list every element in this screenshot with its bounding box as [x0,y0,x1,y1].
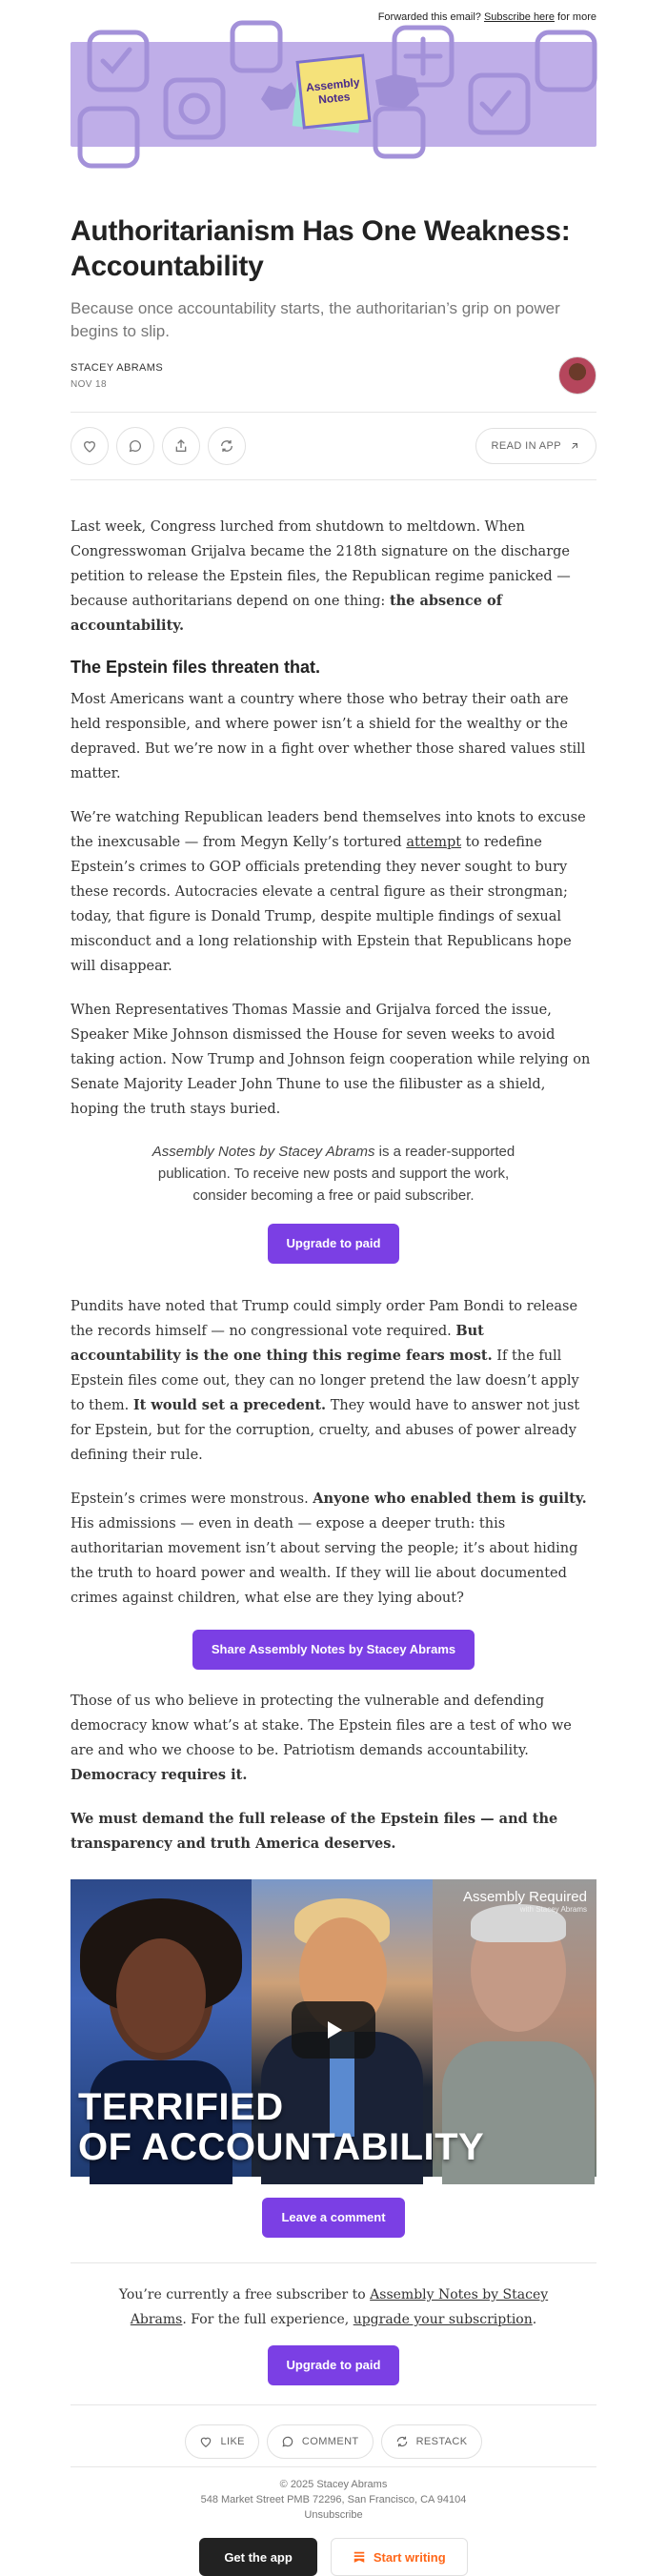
post-title[interactable]: Authoritarianism Has One Weakness: Accountability [71,215,571,282]
heart-icon [82,438,97,454]
publication-link[interactable]: Assembly Notes by Stacey Abrams [130,2287,549,2327]
subscribe-link[interactable]: Subscribe here [483,11,555,23]
share-button[interactable] [162,427,200,465]
restack-icon [219,438,234,454]
publication-banner[interactable] [71,42,596,147]
play-button[interactable] [292,2001,375,2059]
paragraph-3: We’re watching Republican leaders bend themselves into knots to excuse the inexcusable — from Megyn Kelly’s tortured attempt to redefine Epstein’s crimes to GOP officials pretending they never sought to bury these records. Autocracies elevate a central figure as their strongman; today, that figure is Donald Trump, despite multiple findings of sexual misconduct and a long relationship with Epstein that Republicans hope will disappear. [71,810,586,974]
logo-line-1: Assembly [305,75,361,94]
logo-line-2: Notes [317,90,352,107]
start-writing-button[interactable]: Start writing [331,2538,468,2576]
restack-label: RESTACK [415,2436,468,2447]
paragraph-6: Epstein’s crimes were monstrous. Anyone who enabled them is guilty. His admissions — even in death — expose a deeper truth: this authoritarian movement isn’t about serving the people; it’s about hiding the truth to hoard power and wealth. If they will lie about documented crimes against children, what else are they lying about? [71,1491,587,1606]
paragraph-1: Last week, Congress lurched from shutdown to meltdown. When Congresswoman Grijalva became the 218th signature on the discharge petition to release the Epstein files, the Republican regime panicked — because authoritarians depend on one thing: the absence of accountability. [71,519,571,634]
forward-prefix: Forwarded this email? [377,11,481,23]
comment-icon [281,2435,294,2448]
unsubscribe-link[interactable]: Unsubscribe [304,2509,363,2521]
comment-label: COMMENT [301,2436,359,2447]
copyright: © 2025 Stacey Abrams [279,2479,388,2490]
like-button[interactable] [71,427,109,465]
get-the-app-button[interactable]: Get the app [199,2538,317,2576]
paragraph-7: Those of us who believe in protecting the vulnerable and defending democracy know what’s at stake. The Epstein files are a test of who we are and who we choose to be. Patriotism demands accountability. Democracy requires it. [71,1694,572,1783]
divider [71,2404,596,2405]
app-promo-buttons [71,2538,596,2576]
address: 548 Market Street PMB 72296, San Francisco, CA 94104 [200,2494,467,2505]
paragraph-2: Most Americans want a country where those who betray their oath are held responsible, and where power isn’t a shield for the wealthy or the depraved. But we’re now in a fight over whether those shared values still matter. [71,692,586,781]
paragraph-4: When Representatives Thomas Massie and Grijalva forced the issue, Speaker Mike Johnson dismissed the House for seven weeks to avoid taking action. Now Trump and Johnson feign cooperation while relying on Senate Majority Leader John Thune to use the filibuster as a shield, hoping the truth stays buried. [71,1003,591,1117]
restack-icon [395,2435,409,2448]
paragraph-8: We must demand the full release of the Epstein files — and the transparency and truth America deserves. [71,1811,558,1852]
share-icon [173,438,189,454]
upgrade-to-paid-button[interactable]: Upgrade to paid [268,1224,400,1264]
upgrade-subscription-link[interactable]: upgrade your subscription [353,2312,533,2327]
forward-suffix: for more [557,11,596,23]
author-name[interactable]: STACEY ABRAMS [71,361,164,374]
share-publication-button[interactable]: Share Assembly Notes by Stacey Abrams [192,1630,475,1670]
video-brand: Assembly Required with Stacey Abrams [462,1889,587,1914]
divider [71,2466,596,2467]
video-embed[interactable] [71,1879,596,2177]
play-icon [322,2018,345,2041]
read-in-app-button[interactable] [475,428,596,464]
footer-action-bar [71,2424,596,2459]
footer-comment-button[interactable] [267,2424,374,2459]
assembly-notes-logo [295,53,371,129]
video-title: TERRIFIED OF ACCOUNTABILITY [78,2086,485,2168]
like-label: LIKE [220,2436,245,2447]
author-avatar[interactable] [558,356,596,395]
subscriber-status: You’re currently a free subscriber to Assembly Notes by Stacey Abrams. For the full experience, upgrade your subscription. [118,2287,549,2327]
comment-button[interactable] [116,427,154,465]
byline [71,356,596,395]
post-subtitle: Because once accountability starts, the authoritarian’s grip on power begins to slip. [71,299,560,340]
comment-icon [128,438,143,454]
leave-comment-button[interactable]: Leave a comment [262,2198,404,2238]
footer-restack-button[interactable] [381,2424,482,2459]
upgrade-to-paid-button-footer[interactable]: Upgrade to paid [268,2345,400,2385]
footer-like-button[interactable] [185,2424,258,2459]
subscribe-promo: Assembly Notes by Stacey Abrams is a reader-supported publication. To receive new posts and support the work, consider becoming a free or paid subscriber. [152,1144,515,1204]
read-in-app-label: READ IN APP [491,440,561,452]
paragraph-5: Pundits have noted that Trump could simply order Pam Bondi to release the records himself — no congressional vote required. But accountability is the one thing this regime fears most. If the full Epstein files come out, they can no longer pretend the law doesn’t apply to them. It would set a precedent. They would have to answer not just for Epstein, but for the corruption, cruelty, and abuses of power already defining their rule. [71,1299,580,1463]
restack-button[interactable] [208,427,246,465]
post-action-bar [71,412,596,480]
arrow-up-right-icon [569,440,580,452]
post-body [71,515,596,1856]
heart-icon [199,2435,212,2448]
substack-icon [353,2550,366,2564]
post-date: NOV 18 [71,378,107,390]
section-heading: The Epstein files threaten that. [71,658,321,677]
legal-footer [71,2477,596,2523]
attempt-link[interactable]: attempt [406,835,462,850]
